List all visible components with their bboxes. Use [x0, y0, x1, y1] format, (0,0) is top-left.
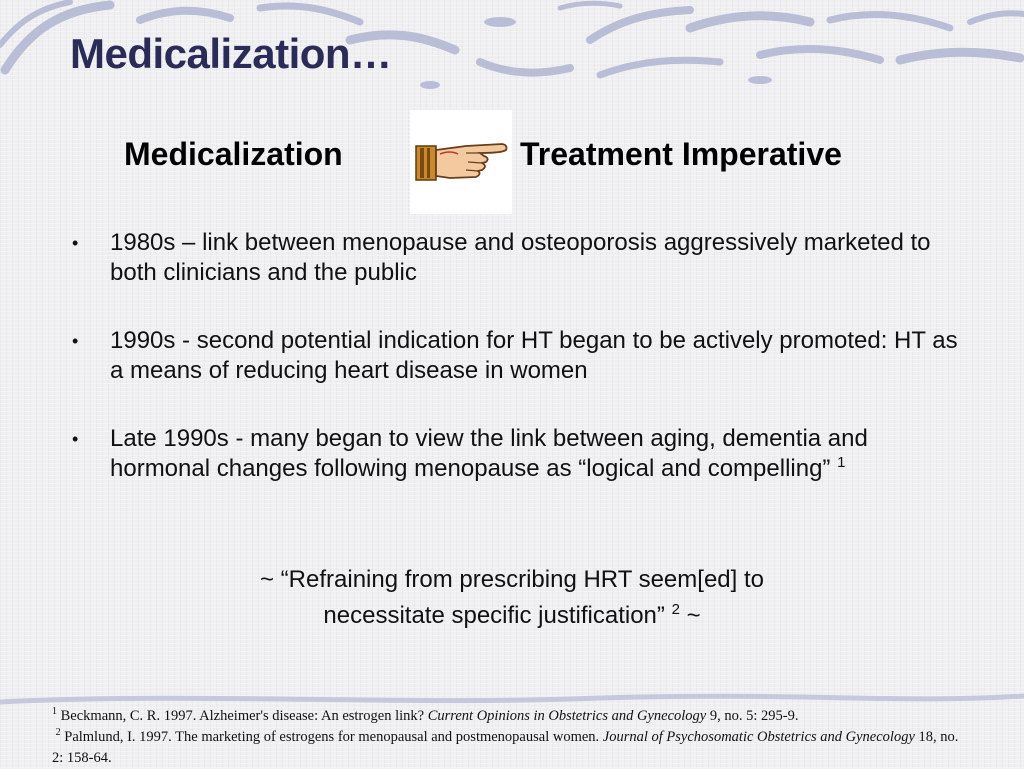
bullet-marker: • [72, 429, 79, 449]
slide-title: Medicalization… [70, 30, 392, 77]
bullet-item [70, 326, 970, 386]
footnote-ref: 2 [671, 601, 680, 618]
bullet-item [70, 424, 970, 484]
footnote-ref: 1 [837, 454, 846, 471]
bullet-item [70, 228, 970, 288]
bullet-text: Late 1990s - many began to view the link between aging, dementia and hormonal changes following menopause as “logical and compelling” [110, 425, 868, 482]
bullet-marker: • [72, 331, 79, 351]
quote-line-2: necessitate specific justification” $^2$ ~ [323, 601, 701, 629]
footnotes [52, 706, 972, 769]
bullet-marker: • [72, 233, 79, 253]
bullet-text: 1980s – link between menopause and osteoporosis aggressively marketed to both clinicians and the public [110, 229, 931, 286]
bullet-list [70, 228, 970, 522]
quote-line-1: ~ “Refraining from prescribing HRT seem[ed] to [260, 566, 764, 593]
quote-block [0, 562, 1024, 634]
pointing-hand-icon [410, 110, 512, 214]
footnote-2: $^2$ Palmlund, I. 1997. The marketing of estrogens for menopausal and postmenopausal women. Journal of Psychosomatic Obstetrics and Gynecology 18, no. 2: 158-64. [52, 727, 959, 766]
subheading-medicalization: Medicalization [124, 136, 343, 172]
footnote-1: $^1$ Beckmann, C. R. 1997. Alzheimer's disease: An estrogen link? Current Opinions in Obstetrics and Gynecology 9, no. 5: 295-9. [52, 706, 799, 724]
bullet-text: 1990s - second potential indication for HT began to be actively promoted: HT as a means of reducing heart disease in women [110, 327, 958, 384]
subheading-treatment-imperative: Treatment Imperative [520, 136, 842, 172]
